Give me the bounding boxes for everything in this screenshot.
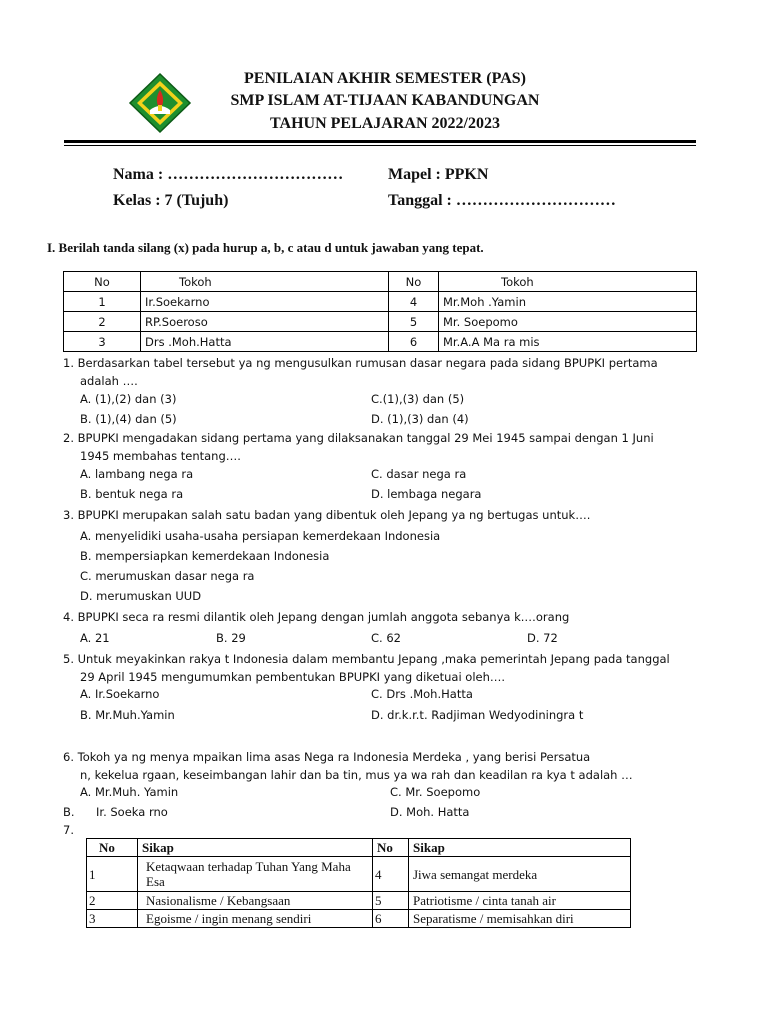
table-row [64,312,697,332]
table-row [87,892,631,910]
question-1-text: 1. Berdasarkan tabel tersebut ya ng mengusulkan rumusan dasar negara pada sidang BPUPKI pertama [63,356,658,370]
question-6-text-cont: n, kekelua rgaan, keseimbangan lahir dan ba tin, mus ya wa rah dan keadilan ra kya t adalah … [80,768,633,782]
table-cell: RP.Soeroso [141,312,389,332]
option-b[interactable]: B. bentuk nega ra [80,487,184,501]
option-b[interactable]: B. Mr.Muh.Yamin [80,708,175,722]
exam-title: PENILAIAN AKHIR SEMESTER (PAS) [244,70,526,87]
school-name: SMP ISLAM AT-TIJAAN KABANDUNGAN [230,92,540,109]
table-cell: 6 [373,910,409,928]
question-5-text-cont: 29 April 1945 mengumumkan pembentukan BPUPKI yang diketuai oleh…. [80,670,506,684]
option-c[interactable]: C. Drs .Moh.Hatta [371,687,473,701]
table-header-row [64,272,697,292]
question-4-text: 4. BPUPKI seca ra resmi dilantik oleh Jepang dengan jumlah anggota sebanya k.…orang [63,610,570,624]
date-field: Tanggal : ………………………… [388,192,616,209]
option-a[interactable]: A. Ir.Soekarno [80,687,160,701]
table-cell: Mr. Soepomo [439,312,697,332]
section-instruction: I. Berilah tanda silang (x) pada hurup a, b, c atau d untuk jawaban yang tepat. [47,240,484,255]
header-cell: No [389,272,439,292]
header-cell: Sikap [409,839,631,857]
table-cell: Mr.A.A Ma ra mis [439,332,697,352]
option-d[interactable]: D. (1),(3) dan (4) [371,412,469,426]
table-cell: 5 [389,312,439,332]
option-d[interactable]: D. lembaga negara [371,487,482,501]
table-cell: 3 [64,332,141,352]
option-a[interactable]: A. Mr.Muh. Yamin [80,785,179,799]
question-5-text: 5. Untuk meyakinkan rakya t Indonesia dalam membantu Jepang ,maka pemerintah Jepang pada tanggal [63,652,670,666]
question-2-text-cont: 1945 membahas tentang…. [80,449,241,463]
option-d[interactable]: D. Moh. Hatta [390,805,470,819]
table-cell: 6 [389,332,439,352]
header-cell: No [373,839,409,857]
table-cell: Nasionalisme / Kebangsaan [138,892,373,910]
header-cell: Sikap [138,839,373,857]
table-cell: 1 [87,857,138,892]
option-c[interactable]: C. Mr. Soepomo [390,785,481,799]
option-d[interactable]: D. merumuskan UUD [80,589,202,603]
class-field: Kelas : 7 (Tujuh) [113,192,229,209]
subject-field: Mapel : PPKN [388,166,489,183]
option-d[interactable]: D. 72 [527,631,558,645]
header-cell: No [64,272,141,292]
option-c[interactable]: C. merumuskan dasar nega ra [80,569,255,583]
header-cell: No [87,839,138,857]
tokoh-table [63,271,697,352]
option-a[interactable]: A. (1),(2) dan (3) [80,392,177,406]
table-cell: Egoisme / ingin menang sendiri [138,910,373,928]
academic-year: TAHUN PELAJARAN 2022/2023 [270,115,500,132]
option-c[interactable]: C.(1),(3) dan (5) [371,392,465,406]
table-cell: 5 [373,892,409,910]
table-cell: 3 [87,910,138,928]
option-b[interactable]: B. (1),(4) dan (5) [80,412,177,426]
table-cell: Mr.Moh .Yamin [439,292,697,312]
table-cell: Patriotisme / cinta tanah air [409,892,631,910]
option-d[interactable]: D. dr.k.r.t. Radjiman Wedyodiningra t [371,708,584,722]
table-cell: Ketaqwaan terhadap Tuhan Yang Maha Esa [138,857,373,892]
option-b-letter[interactable]: B. [63,805,75,819]
option-c[interactable]: C. 62 [371,631,401,645]
sikap-table [86,838,631,928]
header-divider-thin [64,145,696,146]
table-cell: 1 [64,292,141,312]
option-b[interactable]: Ir. Soeka rno [96,805,168,819]
table-cell: 2 [64,312,141,332]
header-divider [64,140,696,143]
table-cell: Drs .Moh.Hatta [141,332,389,352]
table-cell: 2 [87,892,138,910]
option-c[interactable]: C. dasar nega ra [371,467,467,481]
name-field: Nama : …………………………… [113,166,344,183]
table-row [64,292,697,312]
table-cell: 4 [389,292,439,312]
table-cell: Separatisme / memisahkan diri [409,910,631,928]
option-a[interactable]: A. menyelidiki usaha-usaha persiapan kemerdekaan Indonesia [80,529,441,543]
table-row [87,910,631,928]
question-7-number: 7. [63,823,74,837]
question-2-text: 2. BPUPKI mengadakan sidang pertama yang dilaksanakan tanggal 29 Mei 1945 sampai dengan 1 Juni [63,431,654,445]
table-row [87,857,631,892]
option-b[interactable]: B. mempersiapkan kemerdekaan Indonesia [80,549,330,563]
table-cell: Jiwa semangat merdeka [409,857,631,892]
table-cell: Ir.Soekarno [141,292,389,312]
option-a[interactable]: A. lambang nega ra [80,467,194,481]
header-cell: Tokoh [439,272,697,292]
table-row [64,332,697,352]
question-6-text: 6. Tokoh ya ng menya mpaikan lima asas Nega ra Indonesia Merdeka , yang berisi Persatua [63,750,591,764]
header-cell: Tokoh [141,272,389,292]
question-1-text-cont: adalah …. [80,374,138,388]
question-3-text: 3. BPUPKI merupakan salah satu badan yang dibentuk oleh Jepang ya ng bertugas untuk…. [63,508,591,522]
table-header-row [87,839,631,857]
option-b[interactable]: B. 29 [216,631,246,645]
table-cell: 4 [373,857,409,892]
option-a[interactable]: A. 21 [80,631,110,645]
